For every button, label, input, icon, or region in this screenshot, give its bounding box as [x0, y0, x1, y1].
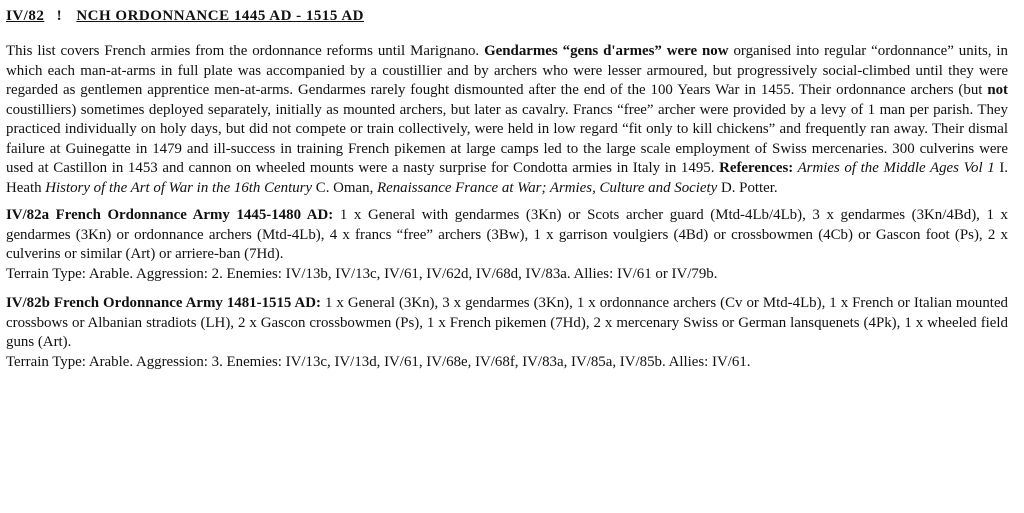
army-a-composition [6, 206, 1008, 265]
army-a-text: 1 x General with gendarmes (3Kn) or Scots archer guard (Mtd-4Lb/4Lb), 3 x gendarmes (3Kn/4Bd), 1 x gendarmes (3Kn) or ordonnance archers (Mtd-4Lb), 4 x francs “free” archers (3Bw), 1 x garrison voulgiers (4Bd) or crossbowmen (4Cb) or Gascon foot (Ps), 2 x culverins or similar (Art) or arriere-ban (7Hd). [6, 207, 1008, 262]
army-b-composition [6, 294, 1008, 353]
heading-separator: ! [56, 8, 63, 24]
not-term: not [987, 82, 1008, 98]
army-b-text: 1 x General (3Kn), 3 x gendarmes (3Kn), 1 x ordonnance archers (Cv or Mtd-4Lb), 1 x French or Italian mounted crossbows or Albanian stradiots (LH), 2 x Gascon crossbowmen (Ps), 1 x French pikemen (7Hd), 2 x mercenary Swiss or German lansquenets (4Pk), 1 x wheeled field guns (Art). [6, 295, 1008, 350]
list-code: IV/82 [6, 8, 45, 24]
list-heading [6, 6, 1008, 26]
army-a-terrain: Terrain Type: Arable. Aggression: 2. Enemies: IV/13b, IV/13c, IV/61, IV/62d, IV/68d, IV/83a. Allies: IV/61 or IV/79b. [6, 265, 718, 282]
intro-text-1: This list covers French armies from the ordonnance reforms until Marignano. [6, 43, 485, 59]
army-a-heading: IV/82a French Ordonnance Army 1445-1480 AD: [6, 207, 334, 223]
intro-text-2: organised into regular “ordonnance” units, in which each man-at-arms in full plate was accompanied by a coustillier and by archers who were lesser armoured, but progressively social-climbed until they were regarded as gentlemen apprentice men-at-arms. Gendarmes rarely fought dismounted after the end of the 100 Years War in 1455. Their ordonnance archers (but [6, 43, 1008, 98]
reference-1-title: Armies of the Middle Ages Vol 1 [793, 160, 995, 176]
intro-text-3: coustilliers) sometimes deployed separately, initially as mounted archers, but later as cavalry. Francs “free” archer were provided by a levy of 1 man per parish. They practiced individually on holy days, but did not compete or train collectively, were held in low regard “fit only to kill chickens” and frequently ran away. Their dismal failure at Guinegatte in 1479 and ill-success in training French pikemen at large camps led to the large scale employment of Swiss mercenaries. 300 culverins were used at Castillon in 1453 and cannon on wheeled mounts were a nasty surprise for Condotta armies in Italy in 1495. [6, 101, 1008, 176]
list-title: NCH ORDONNANCE 1445 AD - 1515 AD [76, 8, 365, 24]
gendarmes-term: Gendarmes “gens d'armes” were now [484, 43, 729, 59]
references-label: References: [719, 160, 794, 176]
reference-2-author: C. Oman, [312, 179, 378, 196]
reference-3-author: D. Potter. [717, 179, 778, 196]
army-b-terrain: Terrain Type: Arable. Aggression: 3. Enemies: IV/13c, IV/13d, IV/61, IV/68e, IV/68f, IV/83a, IV/85a, IV/85b. Allies: IV/61. [6, 353, 751, 370]
army-b-heading: IV/82b French Ordonnance Army 1481-1515 AD: [6, 295, 321, 311]
document-page [6, 6, 1008, 382]
intro-paragraph [6, 42, 1008, 198]
reference-1-author: I. Heath [6, 160, 1009, 196]
reference-3-title: Renaissance France at War; Armies, Culture and Society [377, 179, 718, 196]
reference-2-title: History of the Art of War in the 16th Century [45, 179, 313, 196]
